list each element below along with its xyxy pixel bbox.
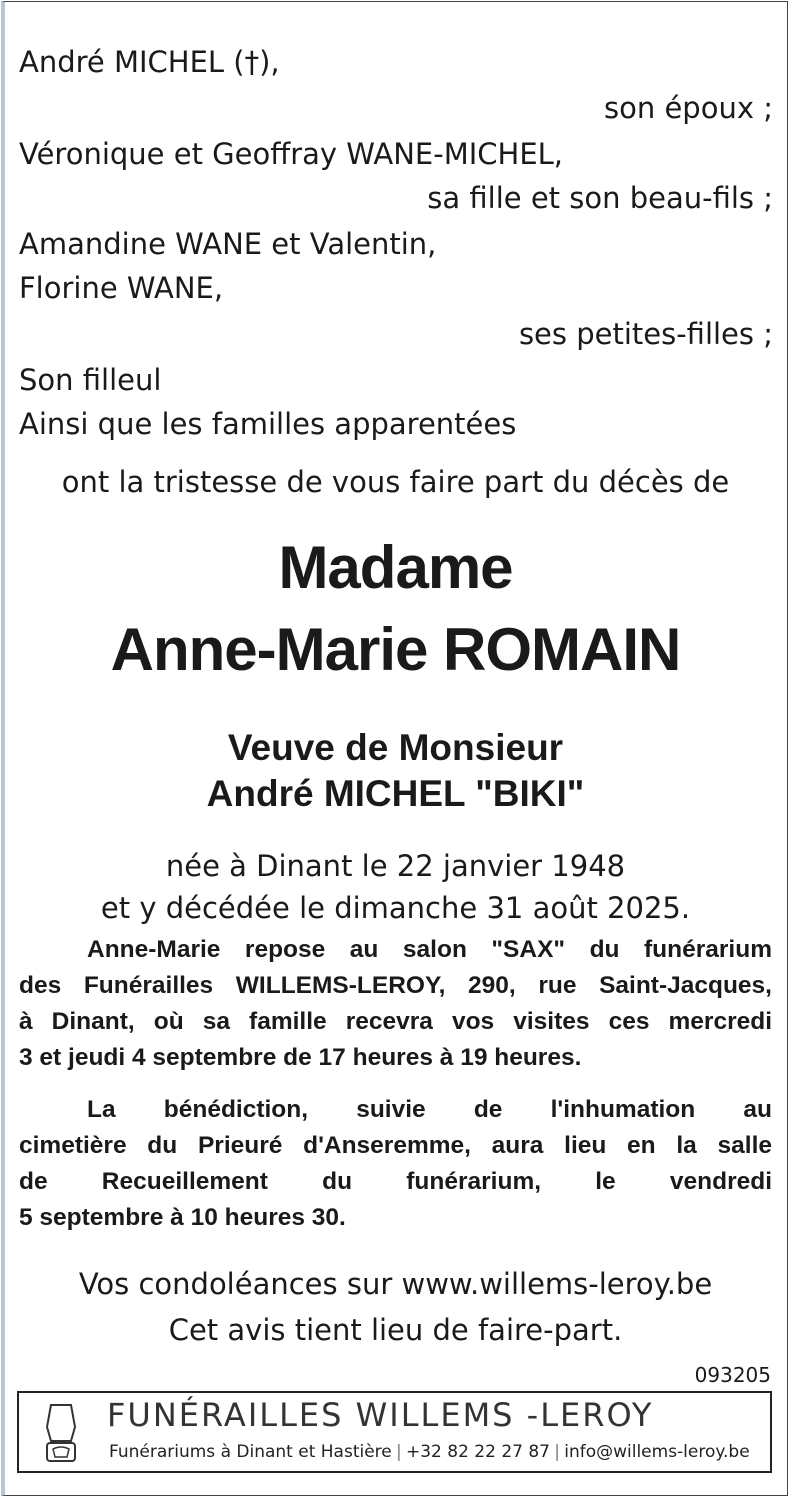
family-line: André MICHEL (†), xyxy=(19,45,280,79)
family-line: son époux ; xyxy=(604,91,773,125)
ceremony-line: de Recueillement du funérarium, le vendredi xyxy=(19,1168,772,1195)
phone-text: +32 82 22 27 87 xyxy=(405,1442,550,1462)
locations-text: Funérariums à Dinant et Hastière xyxy=(109,1442,392,1462)
visit-line: Anne-Marie repose au salon "SAX" du funérarium xyxy=(87,936,772,963)
deceased-name: Anne-Marie ROMAIN xyxy=(110,616,681,683)
urn-icon xyxy=(41,1401,81,1465)
notice-line: Cet avis tient lieu de faire-part. xyxy=(168,1313,623,1347)
family-line: Florine WANE, xyxy=(19,271,224,305)
ceremony-line: La bénédiction, suivie de l'inhumation au xyxy=(87,1096,772,1123)
reference-number: 093205 xyxy=(694,1363,771,1387)
visit-line: 3 et jeudi 4 septembre de 17 heures à 19 heures. xyxy=(19,1044,582,1071)
death-line: et y décédée le dimanche 31 août 2025. xyxy=(100,891,691,925)
spouse-name: André MICHEL "BIKI" xyxy=(206,773,585,814)
ceremony-paragraph xyxy=(19,1092,772,1236)
email-text: info@willems-leroy.be xyxy=(564,1442,750,1462)
funeral-home-footer xyxy=(17,1391,772,1473)
ceremony-line: cimetière du Prieuré d'Anseremme, aura lieu en la salle xyxy=(19,1132,772,1159)
visit-paragraph xyxy=(19,932,772,1076)
intro-text: ont la tristesse de vous faire part du décès de xyxy=(61,465,730,499)
family-line: sa fille et son beau-fils ; xyxy=(427,181,773,215)
family-line: Amandine WANE et Valentin, xyxy=(19,227,437,261)
widow-of-line: Veuve de Monsieur xyxy=(227,727,564,768)
birth-line: née à Dinant le 22 janvier 1948 xyxy=(165,849,626,883)
deceased-title: Madame xyxy=(278,534,513,601)
contact-line: Funérariums à Dinant et Hastière | +32 82 22 27 87 | info@willems-leroy.be xyxy=(109,1442,750,1462)
visit-line: à Dinant, où sa famille recevra vos visites ces mercredi xyxy=(19,1008,772,1035)
family-line: ses petites-filles ; xyxy=(518,317,773,351)
brand-name: FUNÉRAILLES WILLEMS -LEROY xyxy=(107,1396,654,1434)
condolences-line: Vos condoléances sur www.willems-leroy.be xyxy=(78,1267,713,1301)
visit-line: des Funérailles WILLEMS-LEROY, 290, rue Saint-Jacques, xyxy=(19,972,772,999)
family-line: Véronique et Geoffray WANE-MICHEL, xyxy=(19,137,564,171)
family-line: Son filleul xyxy=(19,363,162,397)
ceremony-line: 5 septembre à 10 heures 30. xyxy=(19,1204,346,1231)
family-line: Ainsi que les familles apparentées xyxy=(19,407,517,441)
